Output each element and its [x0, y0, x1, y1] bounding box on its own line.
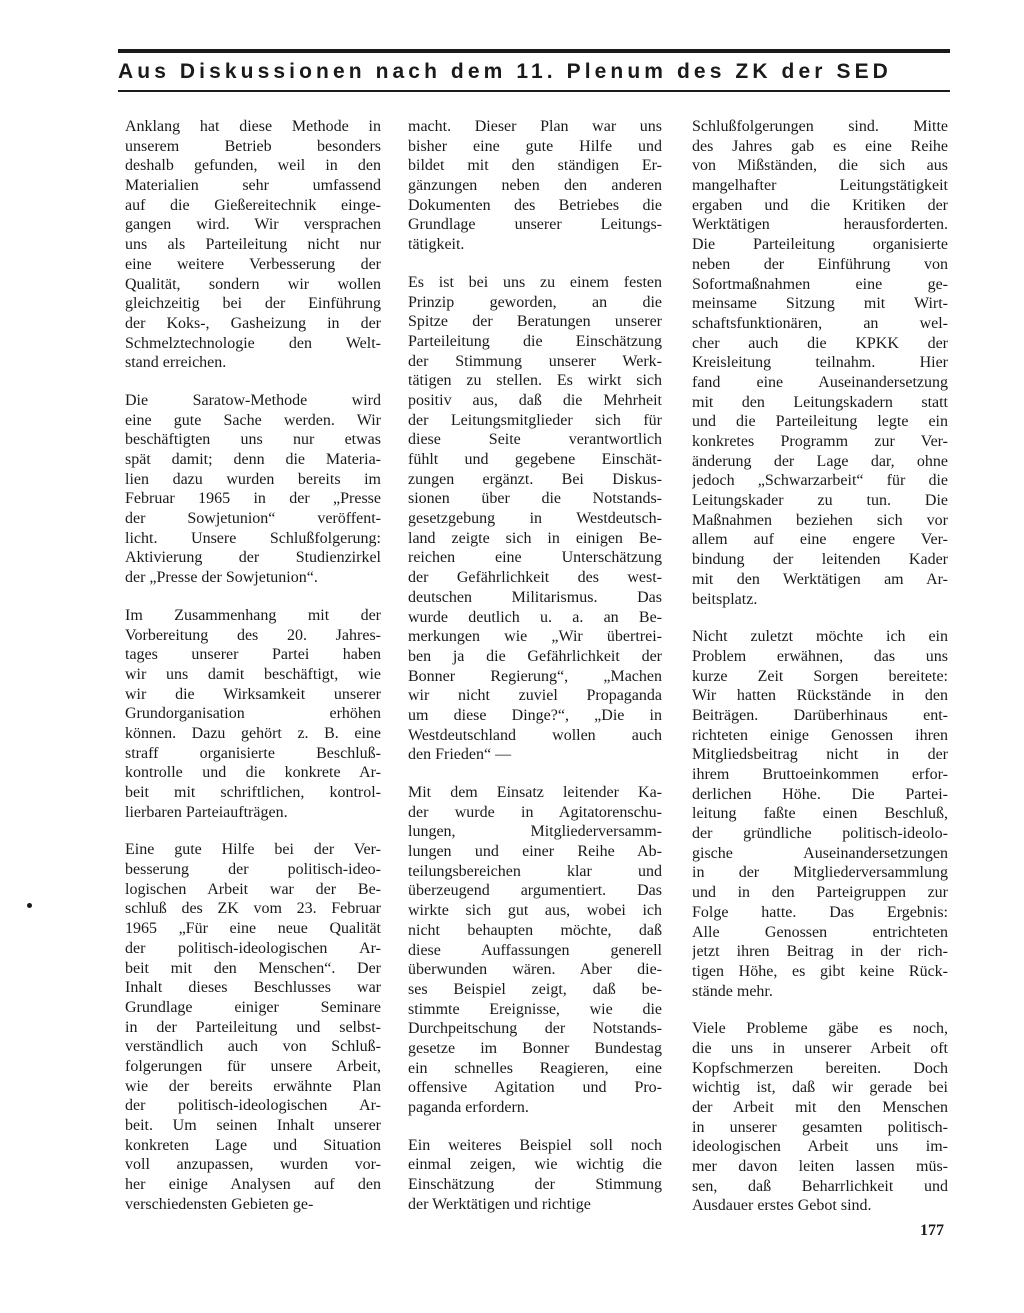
paragraph — [125, 391, 381, 588]
text-line: in der Parteileitung und selbst- — [125, 1018, 381, 1036]
text-line: gesetzgebung in Westdeutsch- — [408, 510, 662, 528]
text-line: gische Auseinandersetzungen — [692, 844, 948, 862]
text-line: beschäftigten uns nur etwas — [125, 431, 381, 449]
text-line: Prinzip geworden, an die — [408, 293, 662, 311]
text-line: Mit dem Einsatz leitender Ka- — [408, 784, 662, 801]
text-line: wie der bereits erwähnte Plan — [125, 1077, 381, 1095]
text-line: Aktivierung der Studienzirkel — [125, 549, 381, 567]
text-line: der Werktätigen und richtige — [408, 1195, 591, 1213]
text-line: folgerungen für unsere Arbeit, — [125, 1057, 381, 1075]
text-line: beitsplatz. — [692, 590, 758, 608]
text-line: konkreten Lage und Situation — [125, 1136, 381, 1154]
text-line: spät damit; denn die Materia- — [125, 451, 381, 468]
text-line: gänzungen neben den anderen — [408, 177, 662, 195]
paragraph — [125, 117, 381, 373]
print-speck — [27, 903, 32, 908]
text-line: änderung der Lage dar, ohne — [692, 452, 948, 470]
text-line: um diese Dinge?“, „Die in — [408, 706, 662, 724]
section-header: Aus Diskussionen nach dem 11. Plenum des ZK der SED — [118, 60, 892, 83]
text-line: merkungen wie „Wir übertrei- — [408, 628, 662, 646]
text-line: in der Mitgliederversammlung — [692, 864, 948, 882]
text-line: Alle Genossen entrichteten — [692, 923, 948, 941]
text-line: paganda erfordern. — [408, 1099, 529, 1116]
text-line: Schlußfolgerungen sind. Mitte — [692, 118, 948, 135]
text-line: reichen eine Unterschätzung — [408, 549, 662, 567]
paragraph — [692, 1019, 948, 1216]
text-line: überzeugend argumentiert. Das — [408, 882, 662, 900]
paragraph — [408, 1136, 662, 1215]
text-line: stimmte Ereignisse, wie die — [408, 1000, 662, 1018]
text-line: Im Zusammenhang mit der — [125, 606, 381, 624]
text-line: der Gefährlichkeit des west- — [408, 569, 662, 587]
text-line: ein schnelles Reagieren, eine — [408, 1059, 662, 1077]
text-line: Grundorganisation erhöhen — [125, 705, 381, 723]
text-line: lungen, Mitgliederversamm- — [408, 823, 662, 841]
text-line: zungen ergänzt. Bei Diskus- — [408, 470, 662, 488]
text-line: Vorbereitung des 20. Jahres- — [125, 626, 381, 644]
text-line: Schmelztechnologie den Welt- — [125, 334, 381, 352]
text-line: tages unserer Partei haben — [125, 646, 381, 664]
text-line: uns als Parteileitung nicht nur — [125, 236, 381, 254]
text-line: beit mit schriftlichen, kontrol- — [125, 784, 381, 801]
text-line: stand erreichen. — [125, 354, 227, 372]
column-2 — [408, 117, 662, 1232]
text-line: wirkte sich gut aus, wobei ich — [408, 902, 662, 920]
text-line: ergaben und die Kritiken der — [692, 196, 948, 214]
text-line: diese Seite verantwortlich — [408, 431, 662, 449]
text-line: positiv aus, daß die Mehrheit — [408, 391, 662, 409]
text-line: ihrem Bruttoeinkommen erfor- — [692, 766, 948, 783]
text-line: jetzt ihren Beitrag in der rich- — [692, 943, 948, 961]
text-line: konkretes Programm zur Ver- — [692, 433, 948, 450]
text-line: Einschätzung der Stimmung — [408, 1176, 662, 1194]
text-line: Viele Probleme gäbe es noch, — [692, 1020, 948, 1038]
text-line: Materialien sehr umfassend — [125, 177, 381, 195]
text-line: Folge hatte. Das Ergebnis: — [692, 903, 948, 921]
text-line: der Leitungsmitglieder sich für — [408, 411, 662, 429]
text-line: wir nicht zuviel Propaganda — [408, 687, 662, 705]
text-line: licht. Unsere Schlußfolgerung: — [125, 529, 381, 547]
text-line: wir uns damit beschäftigt, wie — [125, 665, 381, 683]
text-line: unserem Betrieb besonders — [125, 137, 381, 155]
text-line: wurde deutlich u. a. an Be- — [408, 608, 662, 626]
text-line: mangelhafter Leitungstätigkeit — [692, 177, 948, 195]
text-line: tätigen zu stellen. Es wirkt sich — [408, 372, 662, 390]
text-line: offensive Agitation und Pro- — [408, 1079, 662, 1097]
text-line: Nicht zuletzt möchte ich ein — [692, 628, 948, 646]
paragraph — [125, 606, 381, 823]
text-line: Die Saratow-Methode wird — [125, 391, 381, 409]
text-line: wichtig ist, daß wir gerade bei — [692, 1079, 948, 1097]
text-line: mit den Leitungskadern statt — [692, 393, 948, 411]
text-line: Westdeutschland wollen auch — [408, 726, 662, 744]
text-line: einmal zeigen, wie wichtig die — [408, 1156, 662, 1174]
text-line: der politisch-ideologischen Ar- — [125, 939, 381, 957]
text-line: Ein weiteres Beispiel soll noch — [408, 1136, 662, 1154]
text-line: Grundlage einiger Seminare — [125, 998, 381, 1016]
text-line: lierbaren Parteiaufträgen. — [125, 803, 288, 821]
text-line: überwunden wären. Aber die- — [408, 961, 662, 979]
text-line: Parteileitung die Einschätzung — [408, 332, 662, 350]
text-line: 1965 „Für eine neue Qualität — [125, 920, 381, 938]
paragraph — [408, 273, 662, 765]
column-1 — [125, 117, 381, 1232]
text-line: Beiträgen. Darüberhinaus ent- — [692, 706, 948, 724]
text-line: eine gute Sache werden. Wir — [125, 411, 381, 429]
bottom-rule — [118, 90, 950, 92]
text-line: sen, daß Beharrlichkeit und — [692, 1177, 948, 1195]
text-line: Sofortmaßnahmen eine ge- — [692, 275, 948, 293]
text-line: auf die Gießereitechnik einge- — [125, 196, 381, 214]
text-line: Die Parteileitung organisierte — [692, 236, 948, 254]
text-line: schaftsfunktionären, an wel- — [692, 314, 948, 332]
text-line: ideologischen Arbeit uns im- — [692, 1138, 948, 1156]
text-line: bisher eine gute Hilfe und — [408, 137, 662, 155]
text-line: schluß des ZK vom 23. Februar — [125, 900, 381, 918]
text-line: derlichen Höhe. Die Partei- — [692, 785, 948, 803]
text-line: meinsame Sitzung mit Wirt- — [692, 295, 948, 313]
text-line: tätigkeit. — [408, 236, 465, 254]
text-line: ben ja die Gefährlichkeit der — [408, 647, 662, 665]
text-line: können. Dazu gehört z. B. eine — [125, 724, 381, 742]
top-rule — [118, 49, 950, 53]
paragraph — [408, 783, 662, 1118]
text-line: land zeigte sich in einigen Be- — [408, 529, 662, 547]
text-line: der gründliche politisch-ideolo- — [692, 825, 948, 843]
text-line: eine weitere Verbesserung der — [125, 255, 381, 273]
text-line: bildet mit den ständigen Er- — [408, 157, 662, 175]
text-line: Wir hatten Rückstände in den — [692, 687, 948, 705]
text-line: Anklang hat diese Methode in — [125, 118, 381, 135]
text-line: verschiedensten Gebieten ge- — [125, 1195, 314, 1213]
column-3 — [692, 117, 948, 1234]
text-line: beit mit den Menschen“. Der — [125, 959, 381, 977]
text-line: her einige Analysen auf den — [125, 1176, 381, 1194]
text-line: deutschen Militarismus. Das — [408, 588, 662, 606]
text-line: gangen wird. Wir versprachen — [125, 216, 381, 234]
text-line: jedoch „Schwarzarbeit“ für die — [692, 472, 948, 490]
paragraph — [692, 117, 948, 609]
text-line: diese Auffassungen generell — [408, 941, 662, 959]
text-line: lungen und einer Reihe Ab- — [408, 843, 662, 861]
text-line: Kreisleitung teilnahm. Hier — [692, 354, 948, 372]
text-line: und in den Parteigruppen zur — [692, 884, 948, 902]
text-line: deshalb gefunden, weil in den — [125, 157, 381, 175]
text-line: Grundlage unserer Leitungs- — [408, 216, 662, 234]
paragraph — [125, 840, 381, 1214]
text-line: logischen Arbeit war der Be- — [125, 880, 381, 898]
text-line: sionen über die Notstands- — [408, 490, 662, 508]
text-line: Maßnahmen beziehen sich vor — [692, 511, 948, 529]
text-line: der Stimmung unserer Werk- — [408, 352, 662, 370]
text-line: Leitungskader zu tun. Die — [692, 492, 948, 510]
text-line: fand eine Auseinandersetzung — [692, 373, 948, 391]
text-line: und die Parteileitung legte ein — [692, 413, 948, 431]
text-line: nicht behaupten möchte, daß — [408, 921, 662, 939]
text-line: kurze Zeit Sorgen bereitete: — [692, 667, 948, 685]
text-line: der politisch-ideologischen Ar- — [125, 1097, 381, 1115]
paragraph — [692, 627, 948, 1001]
text-line: Qualität, sondern wir wollen — [125, 275, 381, 293]
text-line: fühlt und gegebene Einschät- — [408, 451, 662, 468]
text-line: kontrolle und die konkrete Ar- — [125, 764, 381, 782]
text-line: Mitgliedsbeitrag nicht in der — [692, 746, 948, 764]
text-line: gesetze im Bonner Bundestag — [408, 1039, 662, 1057]
text-line: Bonner Regierung“, „Machen — [408, 667, 662, 685]
text-line: bindung der leitenden Kader — [692, 551, 948, 569]
text-line: neben der Einführung von — [692, 255, 948, 273]
text-line: mer davon leiten lassen müs- — [692, 1158, 948, 1176]
text-line: ses Beispiel zeigt, daß be- — [408, 980, 662, 998]
text-line: verständlich auch von Schluß- — [125, 1038, 381, 1056]
text-line: des Jahres gab es eine Reihe — [692, 137, 948, 155]
paragraph — [408, 117, 662, 255]
text-line: Problem erwähnen, das uns — [692, 647, 948, 665]
text-line: tigen Höhe, es gibt keine Rück- — [692, 962, 948, 980]
text-line: wir die Wirksamkeit unserer — [125, 685, 381, 703]
text-line: cher auch die KPKK der — [692, 334, 948, 352]
text-line: den Frieden“ — — [408, 746, 512, 764]
text-line: besserung der politisch-ideo- — [125, 861, 381, 879]
text-line: in unserer gesamten politisch- — [692, 1118, 948, 1136]
page-number: 177 — [920, 1222, 944, 1239]
text-line: teilungsbereichen klar und — [408, 862, 662, 880]
text-line: von Mißständen, die sich aus — [692, 157, 948, 175]
text-line: der wurde in Agitatorenschu- — [408, 803, 662, 821]
text-line: der Koks-, Gasheizung in der — [125, 314, 381, 332]
text-line: Inhalt dieses Beschlusses war — [125, 979, 381, 997]
text-line: straff organisierte Beschluß- — [125, 744, 381, 762]
text-line: Februar 1965 in der „Presse — [125, 490, 381, 508]
text-line: Es ist bei uns zu einem festen — [408, 273, 662, 291]
text-line: Dokumenten des Betriebes die — [408, 196, 662, 214]
text-line: stände mehr. — [692, 982, 773, 1000]
text-line: Durchpeitschung der Notstands- — [408, 1020, 662, 1038]
text-line: macht. Dieser Plan war uns — [408, 118, 662, 135]
text-line: mit den Werktätigen am Ar- — [692, 570, 948, 588]
text-line: der Arbeit mit den Menschen — [692, 1099, 948, 1116]
text-line: Werktätigen herausforderten. — [692, 216, 948, 234]
text-line: voll anzupassen, wurden vor- — [125, 1156, 381, 1174]
text-line: lien dazu wurden bereits im — [125, 470, 381, 488]
text-line: Spitze der Beratungen unserer — [408, 313, 662, 331]
text-line: Eine gute Hilfe bei der Ver- — [125, 841, 381, 859]
text-line: der „Presse der Sowjetunion“. — [125, 569, 318, 587]
text-line: die uns in unserer Arbeit oft — [692, 1039, 948, 1057]
text-line: der Sowjetunion“ veröffent- — [125, 510, 381, 528]
text-line: Kopfschmerzen bereiten. Doch — [692, 1059, 948, 1077]
text-line: leitung faßte einen Beschluß, — [692, 805, 948, 823]
text-line: richteten einige Genossen ihren — [692, 726, 948, 744]
text-line: beit. Um seinen Inhalt unserer — [125, 1117, 381, 1134]
text-line: allem auf eine engere Ver- — [692, 531, 948, 549]
text-line: Ausdauer erstes Gebot sind. — [692, 1197, 872, 1215]
text-line: gleichzeitig bei der Einführung — [125, 295, 381, 313]
